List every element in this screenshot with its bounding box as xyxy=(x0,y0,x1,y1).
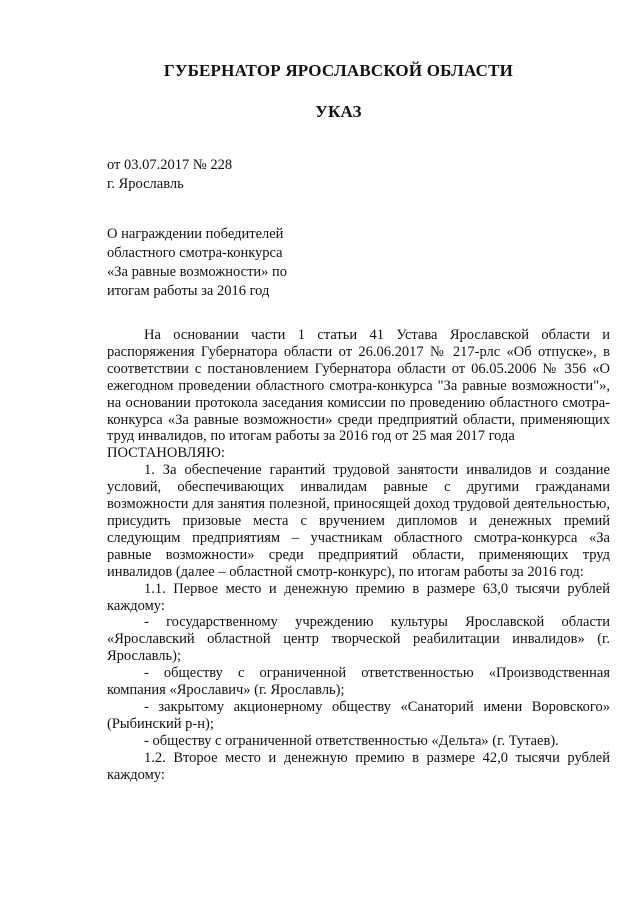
document-type: УКАЗ xyxy=(315,102,362,121)
bullet-item: - обществу с ограниченной ответственностью «Производственная компания «Ярославич» (г. Ярославль); xyxy=(107,665,610,699)
subject-line: О награждении победителей xyxy=(107,226,284,242)
subject-line: итогам работы за 2016 год xyxy=(107,283,270,299)
document-title: ГУБЕРНАТОР ЯРОСЛАВСКОЙ ОБЛАСТИ xyxy=(163,61,514,80)
document-meta xyxy=(107,156,232,194)
decree-word: ПОСТАНОВЛЯЮ: xyxy=(107,445,225,462)
document-subject xyxy=(107,225,287,301)
date-number: от 03.07.2017 № 228 xyxy=(107,157,233,173)
preamble-paragraph: На основании части 1 статьи 41 Устава Ярославской области и распоряжения Губернатора области от 26.06.2017 № 217-рлс «Об отпуске», в соответствии с постановлением Губернатора области от 06.05.2006 № 356 «О ежегодном проведении областного смотра-конкурса "За равные возможности"», на основании протокола заседания комиссии по проведению областного смотра-конкурса «За равные возможности» среди предприятий области, применяющих труд инвалидов, по итогам работы за 2016 год от 25 мая 2017 года xyxy=(107,327,610,445)
document-body xyxy=(107,327,610,783)
bullet-item: - государственному учреждению культуры Ярославской области «Ярославский областной центр творческой реабилитации инвалидов» (г. Ярославль); xyxy=(107,614,610,665)
bullet-item: - закрытому акционерному обществу «Санаторий имени Воровского» (Рыбинский р-н); xyxy=(107,698,610,732)
item-1-2-paragraph: 1.2. Второе место и денежную премию в размере 42,0 тысячи рублей каждому: xyxy=(107,749,610,783)
bullet-item: - обществу с ограниченной ответственностью «Дельта» (г. Тутаев). xyxy=(144,732,559,749)
city: г. Ярославль xyxy=(107,176,184,192)
item-1-1-paragraph: 1.1. Первое место и денежную премию в размере 63,0 тысячи рублей каждому: xyxy=(107,580,610,614)
subject-line: «За равные возможности» по xyxy=(107,264,288,280)
item-1-paragraph: 1. За обеспечение гарантий трудовой занятости инвалидов и создание условий, обеспечивающих инвалидам равные с другими гражданами возможности для занятия полезной, приносящей доход трудовой деятельностью, присудить призовые места с вручением дипломов и денежных премий следующим предприятиям – участникам областного смотра-конкурса «За равные возможности» среди предприятий области, применяющих труд инвалидов (далее – областной смотр-конкурс), по итогам работы за 2016 год: xyxy=(107,462,610,580)
subject-line: областного смотра-конкурса xyxy=(107,245,283,261)
